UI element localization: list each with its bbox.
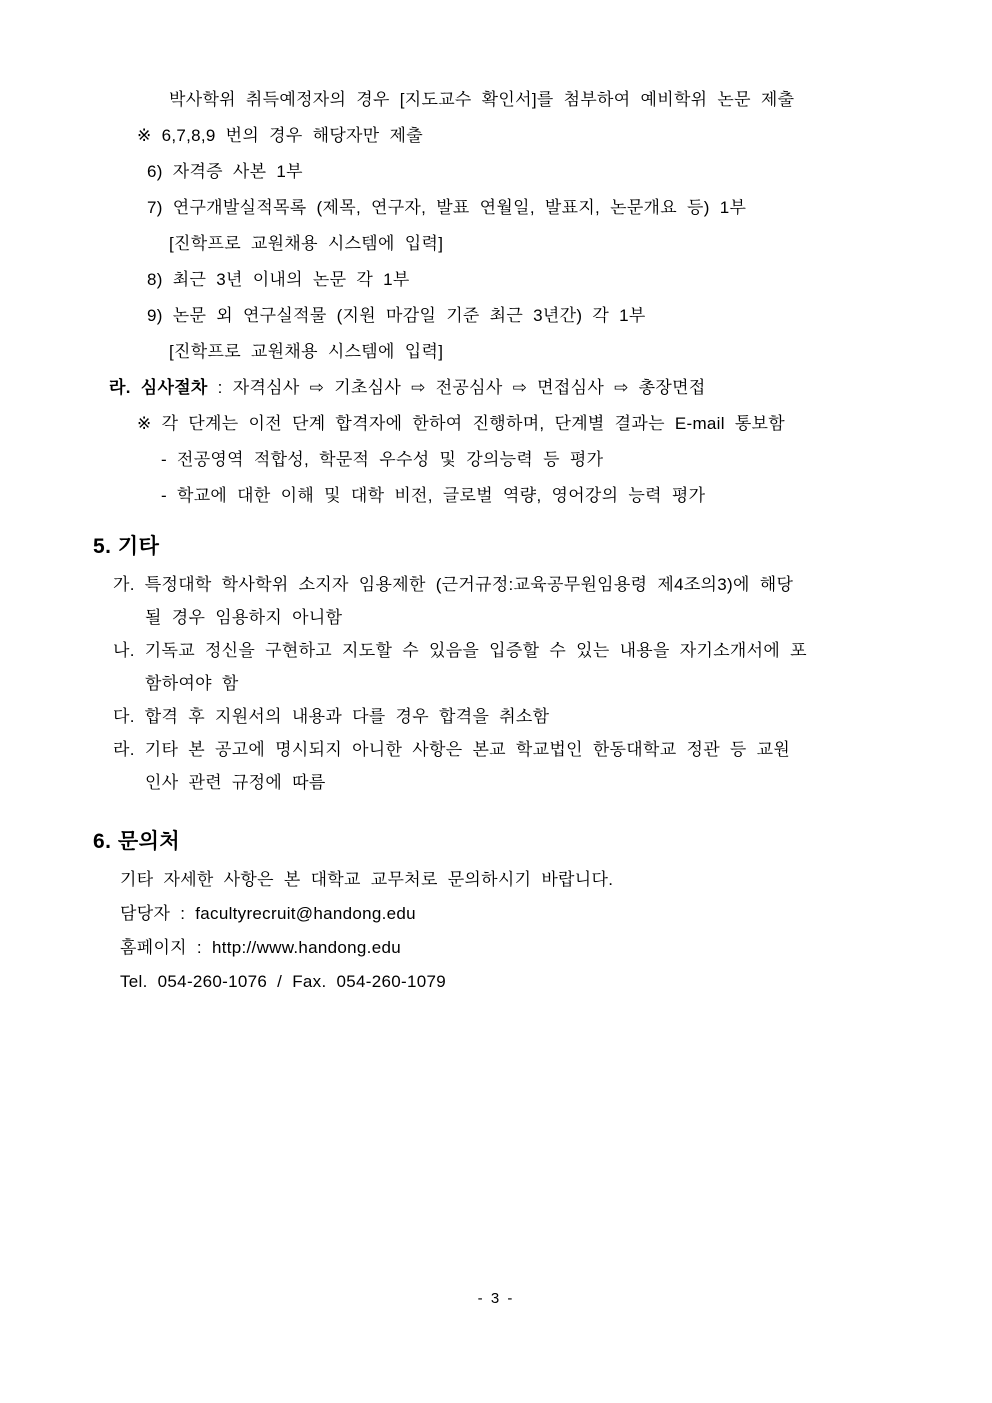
attachment-item-8: 8) 최근 3년 이내의 논문 각 1부 [147, 270, 410, 289]
attachment-item-7: 7) 연구개발실적목록 (제목, 연구자, 발표 연월일, 발표지, 논문개요 등) 1부 [147, 198, 747, 217]
section-6-body [93, 863, 913, 999]
contact-intro-line: 기타 자세한 사항은 본 대학교 교무처로 문의하시기 바랍니다. [120, 870, 614, 889]
attachment-item-9: 9) 논문 외 연구실적물 (지원 마감일 기준 최근 3년간) 각 1부 [147, 306, 646, 325]
review-process-line [93, 370, 913, 406]
item-ra-line-2: 인사 관련 규정에 따름 [145, 773, 326, 792]
review-process-label: 라. 심사절차 [109, 378, 208, 397]
document-content [93, 82, 913, 999]
contact-person-line: 담당자 : facultyrecruit@handong.edu [120, 904, 416, 923]
attachment-item-6: 6) 자격증 사본 1부 [147, 162, 303, 181]
item-ga-line-2: 될 경우 임용하지 아니함 [145, 608, 343, 627]
attachment-item-7-sub: [진학프로 교원채용 시스템에 입력] [169, 234, 444, 253]
stage-note-line: ※ 각 단계는 이전 단계 합격자에 한하여 진행하며, 단계별 결과는 E-mail 통보함 [137, 414, 786, 433]
item-ga-line-1: 가. 특정대학 학사학위 소지자 임용제한 (근거규정:교육공무원임용령 제4조의3)에 해당 [113, 575, 794, 594]
item-da-line: 다. 합격 후 지원서의 내용과 다를 경우 합격을 취소함 [113, 707, 550, 726]
item-na-line-2: 함하여야 함 [145, 674, 239, 693]
evaluation-line-1: - 전공영역 적합성, 학문적 우수성 및 강의능력 등 평가 [161, 450, 604, 469]
attachment-item-9-sub: [진학프로 교원채용 시스템에 입력] [169, 342, 444, 361]
item-na-line-1: 나. 기독교 정신을 구현하고 지도할 수 있음을 입증할 수 있는 내용을 자기소개서에 포 [113, 641, 807, 660]
tel-fax-line: Tel. 054-260-1076 / Fax. 054-260-1079 [120, 972, 446, 991]
applicable-note-line: ※ 6,7,8,9 번의 경우 해당자만 제출 [137, 126, 423, 145]
page-number: - 3 - [477, 1290, 515, 1307]
homepage-line: 홈페이지 : http://www.handong.edu [120, 938, 401, 957]
section-5-items [93, 568, 913, 799]
phd-note-line: 박사학위 취득예정자의 경우 [지도교수 확인서]를 첨부하여 예비학위 논문 제출 [169, 90, 795, 109]
review-process-separator: : [207, 378, 233, 397]
item-ra-line-1: 라. 기타 본 공고에 명시되지 아니한 사항은 본교 학교법인 한동대학교 정관 등 교원 [113, 740, 791, 759]
review-process-steps: 자격심사 ⇨ 기초심사 ⇨ 전공심사 ⇨ 면접심사 ⇨ 총장면접 [232, 378, 706, 397]
section-6-heading: 6. 문의처 [93, 830, 181, 853]
evaluation-line-2: - 학교에 대한 이해 및 대학 비전, 글로벌 역량, 영어강의 능력 평가 [161, 486, 706, 505]
section-5-heading: 5. 기타 [93, 535, 160, 558]
